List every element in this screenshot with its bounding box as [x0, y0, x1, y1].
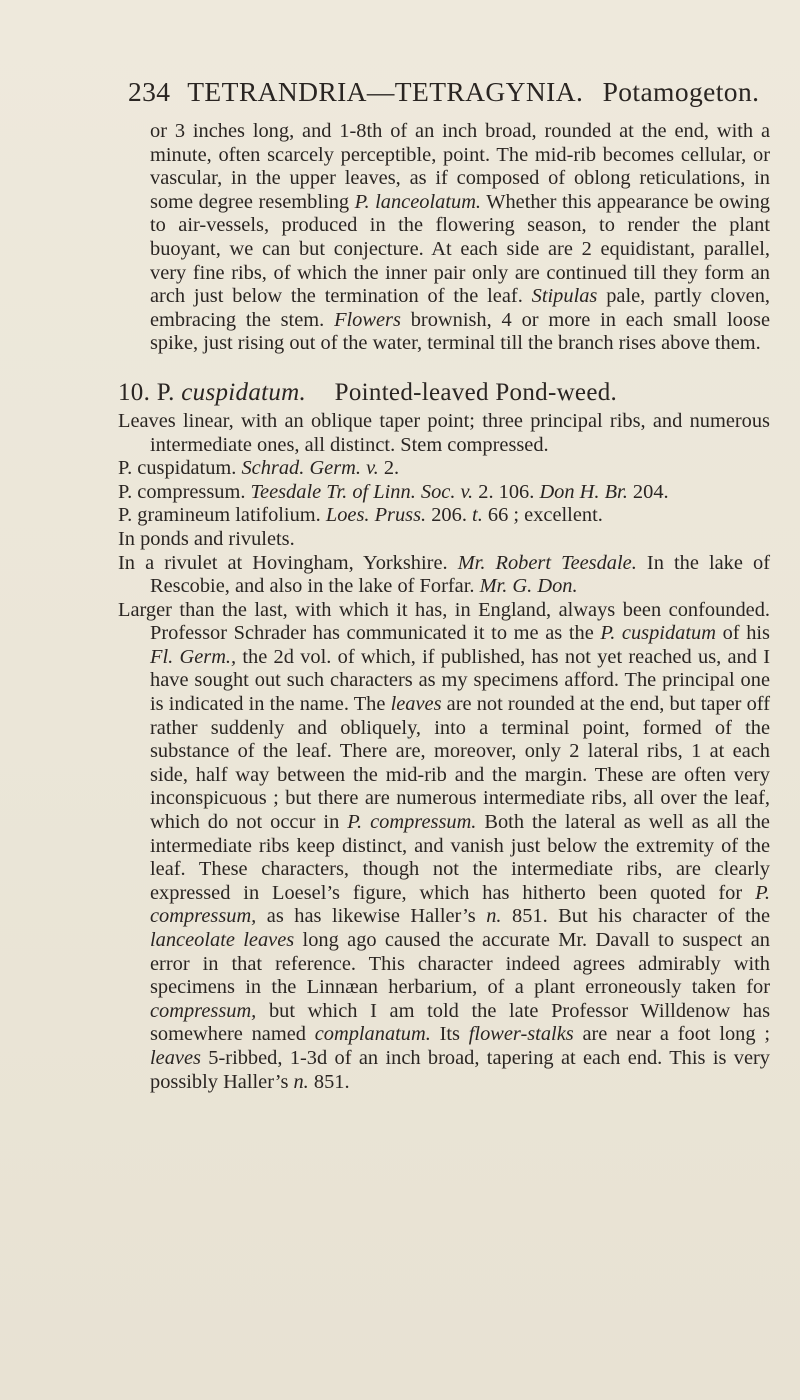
text-run: the 2d vol. of which, if published, has not yet reached us, and I have sought out such characters as my specimens afford. The principal one is indicated in the name. The: [150, 645, 771, 716]
description-paragraph: [118, 599, 770, 1094]
synonym-2: [118, 481, 770, 505]
italic-run: flower-stalks: [468, 1023, 574, 1046]
italic-run: lanceolate leaves: [150, 929, 295, 951]
species-common-name: Pointed-leaved Pond-weed.: [334, 378, 618, 406]
class-order-title: TETRANDRIA—TETRAGYNIA.: [187, 76, 584, 107]
text-run: but which I am told the late Professor Willdenow has somewhere named: [150, 999, 770, 1046]
synonym-3: [118, 504, 770, 528]
text-run: are not rounded at the end, but taper off rather suddenly and obliquely, into a terminal point, formed of the substance of the leaf. There are, moreover, only 2 lateral ribs, 1 at each side, half way between the mid-rib and the margin. These are often very inconspicuous ; but there are numerous intermediate ribs, all over the leaf, which do not occur in: [150, 693, 770, 834]
italic-run: Mr. G. Don.: [479, 575, 578, 598]
italic-run: leaves: [150, 1046, 201, 1069]
text-run: P. cuspidatum.: [118, 457, 242, 480]
species-number: 10. P.: [118, 378, 175, 406]
synonym-1: [118, 457, 770, 481]
italic-run: Loes. Pruss.: [325, 504, 427, 527]
text-run: long ago caused the accurate Mr. Davall to suspect an error in that reference. This character indeed agrees admirably with specimens in the Linnæan herbarium, of a plant erroneously taken for: [150, 929, 770, 999]
italic-run: P. compressum,: [150, 881, 770, 928]
text-run: P. compressum.: [118, 480, 251, 503]
italic-run: Don H. Br.: [539, 480, 628, 503]
text-run: 66 ; excellent.: [482, 504, 603, 527]
text-run: are near a foot long ;: [573, 1023, 770, 1046]
running-head: [128, 72, 768, 112]
text-run: 5-ribbed, 1-3d of an inch broad, tapering at each end. This is very possibly Haller’s: [150, 1046, 770, 1093]
italic-run: n.: [486, 905, 502, 928]
text-run: In the lake of Rescobie, and also in the lake of Forfar.: [150, 551, 770, 598]
italic-run: t.: [472, 504, 483, 527]
italic-run: n.: [293, 1070, 309, 1093]
italic-run: complanatum.: [314, 1023, 431, 1046]
text-run: 206.: [426, 504, 473, 527]
italic-run: P. lanceolatum.: [354, 190, 482, 213]
text-run: In a rivulet at Hovingham, Yorkshire.: [118, 551, 458, 574]
text-run: 851.: [308, 1070, 350, 1093]
text-run: brownish, 4 or more in each small loose spike, just rising out of the water, terminal till the branch rises above them.: [150, 308, 771, 355]
italic-run: Stipulas: [531, 285, 598, 308]
text-run: Whether this appearance be owing to air-vessels, produced in the flowering season, to render the plant buoyant, we can but conjecture. At each side are 2 equidistant, parallel, very fine ribs, of which the inner pair only are continued till they form an arch just below the termination of the leaf.: [150, 190, 770, 308]
italic-run: leaves: [390, 693, 442, 716]
italic-run: P. compressum.: [347, 811, 477, 834]
text-run: as has likewise Haller’s: [256, 905, 487, 928]
text-run: of his: [715, 622, 770, 645]
text-run: Both the lateral as well as all the intermediate ribs keep distinct, and vanish just below the extremity of the leaf. These characters, though not the intermediate ribs, are clearly expressed in Loesel’s figure, which has hitherto been quoted for: [150, 811, 770, 904]
text-run: P. gramineum latifolium.: [118, 504, 326, 527]
localities: [118, 552, 770, 599]
italic-run: Schrad. Germ. v.: [241, 457, 379, 480]
page-body: [118, 120, 770, 1094]
continuation-paragraph: [118, 120, 770, 356]
italic-run: Fl. Germ.,: [150, 645, 237, 668]
genus-title: Potamogeton.: [602, 76, 760, 107]
text-run: 2.: [378, 457, 400, 480]
species-heading: [118, 378, 770, 408]
italic-run: compressum,: [150, 999, 257, 1022]
italic-run: Mr. Robert Teesdale.: [457, 551, 637, 574]
italic-run: Flowers: [334, 308, 401, 331]
text-run: pale, partly cloven, embracing the stem.: [150, 285, 770, 331]
text-run: 851. But his character of the: [501, 905, 770, 928]
italic-run: P. cuspidatum: [600, 622, 716, 645]
text-run: or 3 inches long, and 1-8th of an inch broad, rounded at the end, with a minute, often scarcely perceptible, point. The mid-rib becomes cellular, or vascular, in the upper leaves, as if composed of oblong reticulations, in some degree resembling: [150, 120, 770, 213]
text-run: Its: [430, 1023, 469, 1046]
diagnosis: Leaves linear, with an oblique taper point; three principal ribs, and numerous intermediate ones, all distinct. Stem compressed.: [118, 409, 770, 456]
page-number: 234: [128, 76, 171, 107]
italic-run: Teesdale Tr. of Linn. Soc. v.: [250, 480, 474, 503]
habitat: In ponds and rivulets.: [118, 527, 295, 550]
text-run: 204.: [627, 480, 669, 503]
text-run: Larger than the last, with which it has, in England, always been confounded. Professor Schrader has communicated it to me as the: [118, 598, 770, 645]
text-run: 2. 106.: [473, 480, 540, 503]
species-epithet: cuspidatum.: [181, 378, 307, 406]
